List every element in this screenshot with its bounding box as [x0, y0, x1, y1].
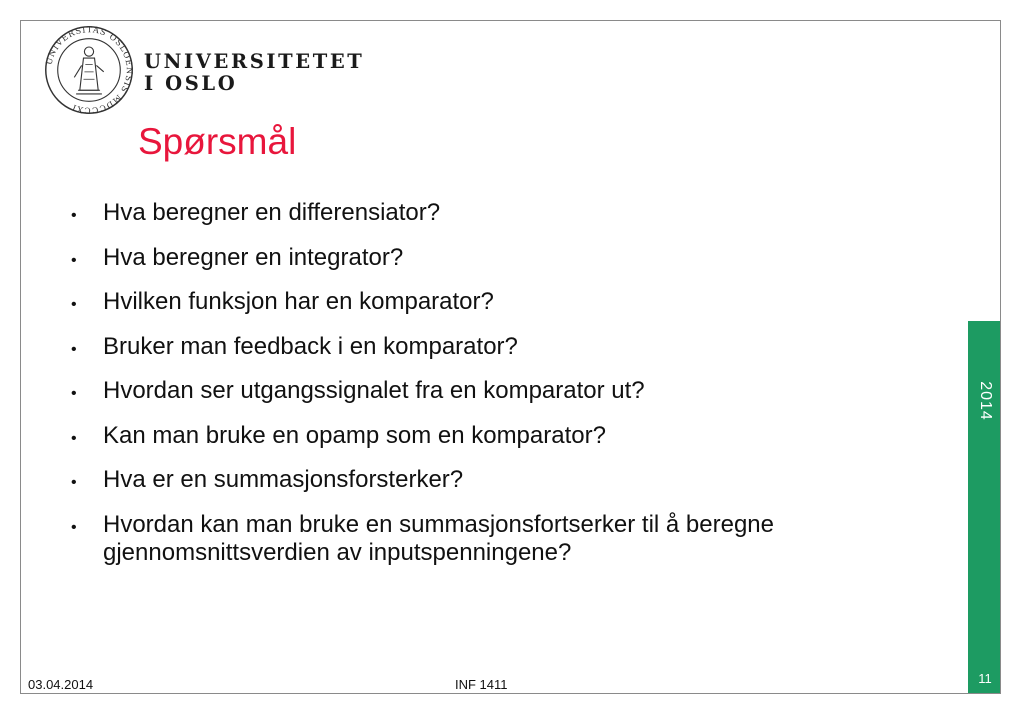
- bullet-icon: •: [71, 296, 77, 313]
- slide: [20, 20, 1001, 694]
- bullet-icon: •: [71, 340, 77, 358]
- bullet-icon: •: [71, 429, 77, 447]
- list-item-text: Bruker man feedback i en komparator?: [103, 332, 518, 360]
- footer-course: INF 1411: [455, 677, 508, 692]
- bullet-icon: •: [71, 251, 77, 269]
- year-band: [968, 321, 1001, 694]
- list-item: [66, 422, 946, 450]
- question-list: [66, 199, 946, 583]
- page-number: 11: [978, 671, 992, 686]
- university-name: [144, 51, 364, 95]
- university-name-line1: UNIVERSITETET: [144, 50, 365, 73]
- list-item: [66, 377, 946, 405]
- bullet-icon: •: [71, 474, 77, 491]
- list-item: [66, 288, 946, 316]
- list-item-text: Kan man bruke en opamp som en komparator?: [103, 421, 606, 449]
- bullet-icon: •: [71, 518, 77, 536]
- list-item-text: Hva beregner en differensiator?: [103, 199, 441, 226]
- bullet-icon: •: [71, 207, 77, 224]
- list-item: [66, 244, 946, 272]
- footer-date: 03.04.2014: [28, 677, 94, 692]
- list-item: [66, 466, 946, 494]
- svg-text:UNIVERSITAS OSLOENSIS MDCCCXI: UNIVERSITAS OSLOENSIS MDCCCXI: [43, 24, 135, 116]
- list-item-text: Hva beregner en integrator?: [103, 243, 404, 271]
- list-item: [66, 511, 946, 567]
- university-name-line2: I OSLO: [144, 72, 238, 95]
- year-label: 2014: [977, 381, 994, 421]
- list-item-text: Hva er en summasjonsforsterker?: [103, 466, 464, 493]
- list-item: [66, 333, 946, 361]
- slide-title: Spørsmål: [138, 121, 297, 162]
- bullet-icon: •: [71, 385, 77, 402]
- list-item-text: Hvilken funksjon har en komparator?: [103, 288, 494, 315]
- list-item: [66, 199, 946, 227]
- university-seal-icon: [43, 24, 135, 116]
- list-item-text: Hvordan ser utgangssignalet fra en komparator ut?: [103, 377, 645, 404]
- list-item-text: Hvordan kan man bruke en summasjonsfortserker til å beregne gjennomsnittsverdien av inputspenningene?: [103, 510, 774, 566]
